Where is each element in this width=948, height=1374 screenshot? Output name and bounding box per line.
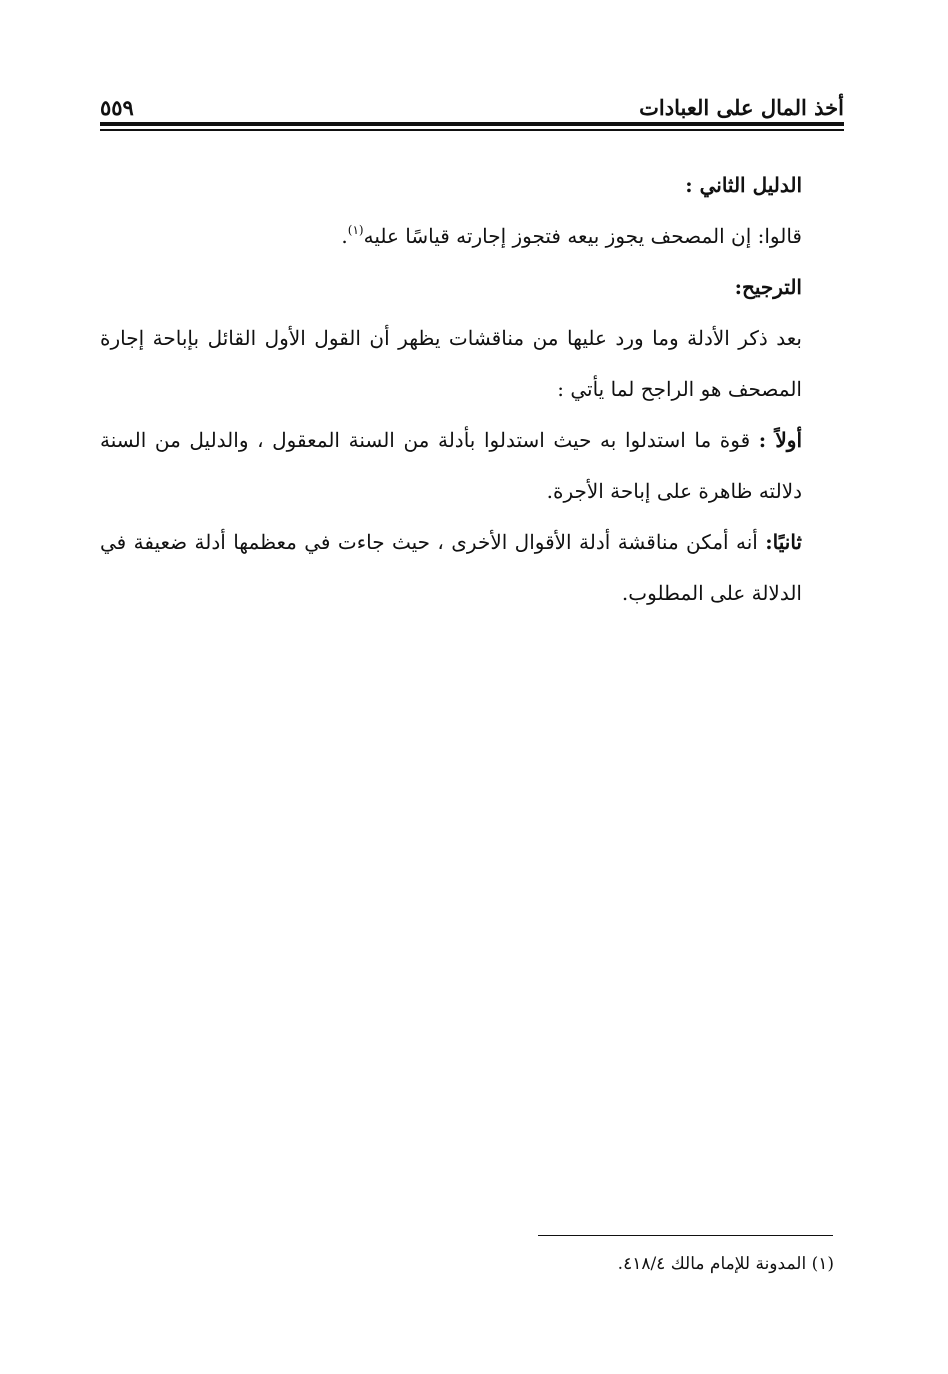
footnote-separator (538, 1235, 833, 1236)
body-text (100, 160, 840, 619)
header-rule-thin (100, 129, 844, 131)
header-rule-thick (100, 122, 844, 126)
running-title: أخذ المال على العبادات (639, 95, 844, 120)
page-number: ٥٥٩ (100, 95, 134, 120)
paragraph-second-point (100, 517, 840, 619)
paragraph-preponderance: بعد ذكر الأدلة وما ورد عليها من مناقشات يظهر أن القول الأول القائل بإباحة إجارة المصحف هو الراجح لما يأتي : (100, 326, 802, 401)
second-evidence-end: . (341, 224, 348, 248)
paragraph-first-point (100, 415, 840, 517)
first-point-text: قوة ما استدلوا به حيث استدلوا بأدلة من السنة المعقول ، والدليل من السنة دلالته ظاهرة على إباحة الأجرة. (100, 428, 802, 503)
footnote: (١) المدونة للإمام مالك ٤١٨/٤. (617, 1254, 834, 1274)
first-point-lead: أولاً : (758, 428, 802, 452)
second-point-text: أنه أمكن مناقشة أدلة الأقوال الأخرى ، حيث جاءت في معظمها أدلة ضعيفة في الدلالة على المطلوب. (100, 530, 802, 605)
second-point-lead: ثانيًا: (765, 530, 802, 554)
running-head (100, 86, 844, 120)
second-evidence-text: قالوا: إن المصحف يجوز بيعه فتجوز إجارته قياسًا عليه (363, 224, 802, 248)
heading-preponderance: الترجيح: (734, 275, 802, 299)
heading-second-evidence: الدليل الثاني : (685, 173, 802, 197)
paragraph-second-evidence (100, 211, 840, 262)
footnote-marker[interactable]: (١) (347, 223, 364, 237)
